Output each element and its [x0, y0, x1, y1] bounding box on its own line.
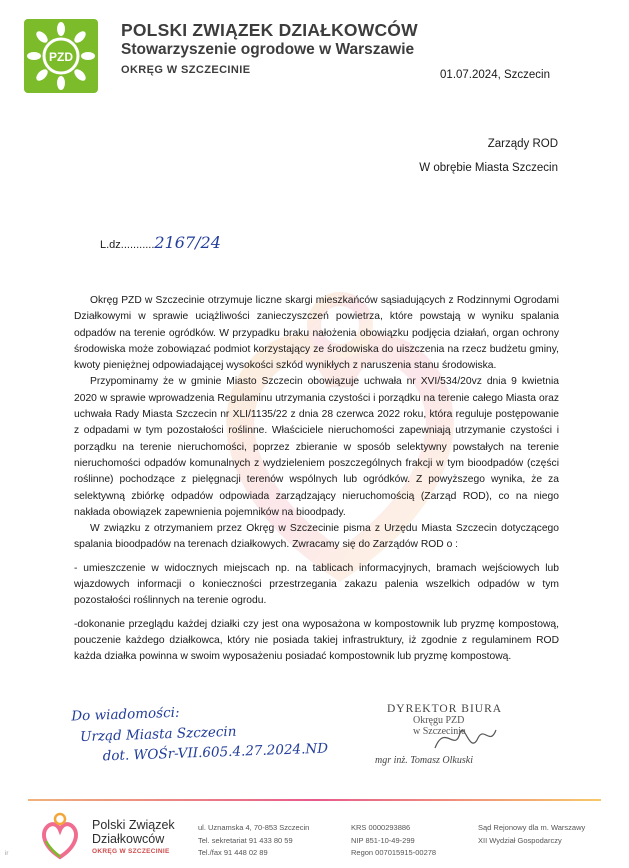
footer-nip: NIP 851-10-49-299 — [351, 835, 415, 845]
handwritten-note-line-1: Do wiadomości: — [71, 704, 180, 725]
letter-body — [74, 293, 559, 666]
org-subtitle: Stowarzyszenie ogrodowe w Warszawie — [121, 41, 415, 58]
handwritten-note-line-3: dot. WOŚr-VII.605.4.27.2024.ND — [102, 740, 329, 765]
letter-date: 01.07.2024, Szczecin — [440, 69, 550, 81]
paragraph-complaints: Okręg PZD w Szczecinie otrzymuje liczne skargi mieszkańców sąsiadujących z Rodzinnymi Ogrodami Działkowymi w sprawie uciążliwości zanieczyszczeń powietrza, które powstają w wyniku spalania odpadów na terenie ogródków. W przypadku braku nałożenia obowiązku podjęcia działań, organ ochrony środowiska może zobowiązać podmiot korzystający ze środowiska do uiszczenia na rzecz budżetu gminy, kwoty pieniężnej odpowiadającej wysokości szkód wynikłych z naruszenia stanu środowiska. — [74, 295, 559, 372]
footer-krs: KRS 0000293886 — [351, 823, 411, 832]
footer-logo — [38, 811, 82, 861]
logo-text: PZD — [49, 50, 73, 64]
paragraph-regulations: Przypominamy że w gminie Miasto Szczecin obowiązuje uchwała nr XVI/534/20vz dnia 9 kwietnia 2020 w sprawie wprowadzenia Regulaminu utrzymania czystości i porządku na terenie całego Miasta oraz uchwała Rady Miasta Szczecin nr XLI/1135/22 z dnia 28 czerwca 2022 roku, która reguluje postępowanie z odpadami w tym pozostałości roślinne. Właściciele nieruchomości zapewniają utrzymanie czystości i porządku na terenie nieruchomości, poprzez zbieranie w sposób selektywny powstałych na terenie nieruchomości odpadów komunalnych z wydzieleniem poszczególnych frakcji w tym bioodpadów (części roślinne) pochodzące z pielęgnacji terenów wspólnych lub ogródków. Z powyższego wynika, że za selektywną zbiórkę odpadów odpowiada zarządzający nieruchomością (Zarząd ROD), co na niego nakłada obowiązek zapewnienia pojemników na bioodpady. — [74, 376, 559, 518]
pzd-logo — [24, 19, 98, 93]
reference-handwritten: 2167/24 — [154, 233, 221, 252]
footer-registry — [351, 822, 436, 860]
footer-regon: Regon 007015915-00278 — [351, 848, 437, 857]
footer-marker: ir — [5, 851, 9, 857]
handwritten-note-line-2: Urząd Miasta Szczecin — [79, 723, 237, 745]
footer-brand-line-1: Polski Związek — [92, 818, 175, 832]
paragraph-request: W związku z otrzymaniem przez Okręg w Szczecinie pisma z Urzędu Miasta Szczecin dotyczącego spalania bioodpadów na terenach działkowych. Zwracamy się do Zarządów ROD o : — [74, 523, 559, 551]
stamp-name: mgr inż. Tomasz Olkuski — [375, 755, 473, 766]
stamp-line-2: Okręgu PZD — [413, 715, 465, 726]
footer-address: ul. Uznamska 4, 70-853 Szczecin — [198, 823, 310, 832]
reference-dots: .......... — [123, 239, 155, 251]
footer-court-line-1: Sąd Rejonowy dla m. Warszawy — [478, 823, 586, 832]
signature — [430, 718, 500, 758]
recipient-line-2: W obrębie Miasta Szczecin — [419, 162, 558, 174]
footer-brand — [92, 818, 175, 846]
org-district: OKRĘG W SZCZECINIE — [121, 64, 251, 76]
footer-divider — [28, 799, 601, 801]
reference-number — [100, 233, 221, 252]
request-item-inspection: -dokonanie przeglądu każdej działki czy jest ona wyposażona w kompostownik lub pryzmę kompostową, pouczenie każdego działkowca, który nie posiada takiej infrastruktury, iż zgodnie z regulaminem ROD każda działka powinna w swoim wyposażeniu posiadać kompostownik lub pryzmę kompostową. — [74, 618, 559, 663]
footer-court — [478, 822, 585, 847]
handwritten-note — [71, 698, 328, 768]
footer-fax: Tel./fax 91 448 02 89 — [198, 848, 268, 857]
org-name: POLSKI ZWIĄZEK DZIAŁKOWCÓW — [121, 20, 418, 40]
request-item-information: - umieszczenie w widocznych miejscach np. na tablicach informacyjnych, bramach wejściowych lub wjazdowych informacji o konieczności przestrzegania zakazu palenia wszelkich odpadów w tym pozostałości roślinnych na terenie ogrodu. — [74, 562, 559, 607]
recipient-line-1: Zarządy ROD — [487, 138, 558, 150]
footer-contact — [198, 822, 309, 860]
footer-brand-line-2: Działkowców — [92, 832, 165, 846]
stamp-title: DYREKTOR BIURA — [387, 703, 503, 715]
stamp-line-3: w Szczecinie — [413, 726, 466, 737]
reference-prefix: L.dz. — [100, 239, 124, 251]
footer-brand-sub: OKRĘG W SZCZECINIE — [92, 848, 170, 855]
footer-court-line-2: XII Wydział Gospodarczy — [478, 835, 562, 845]
footer-secretariat: Tel. sekretariat 91 433 80 59 — [198, 835, 293, 845]
